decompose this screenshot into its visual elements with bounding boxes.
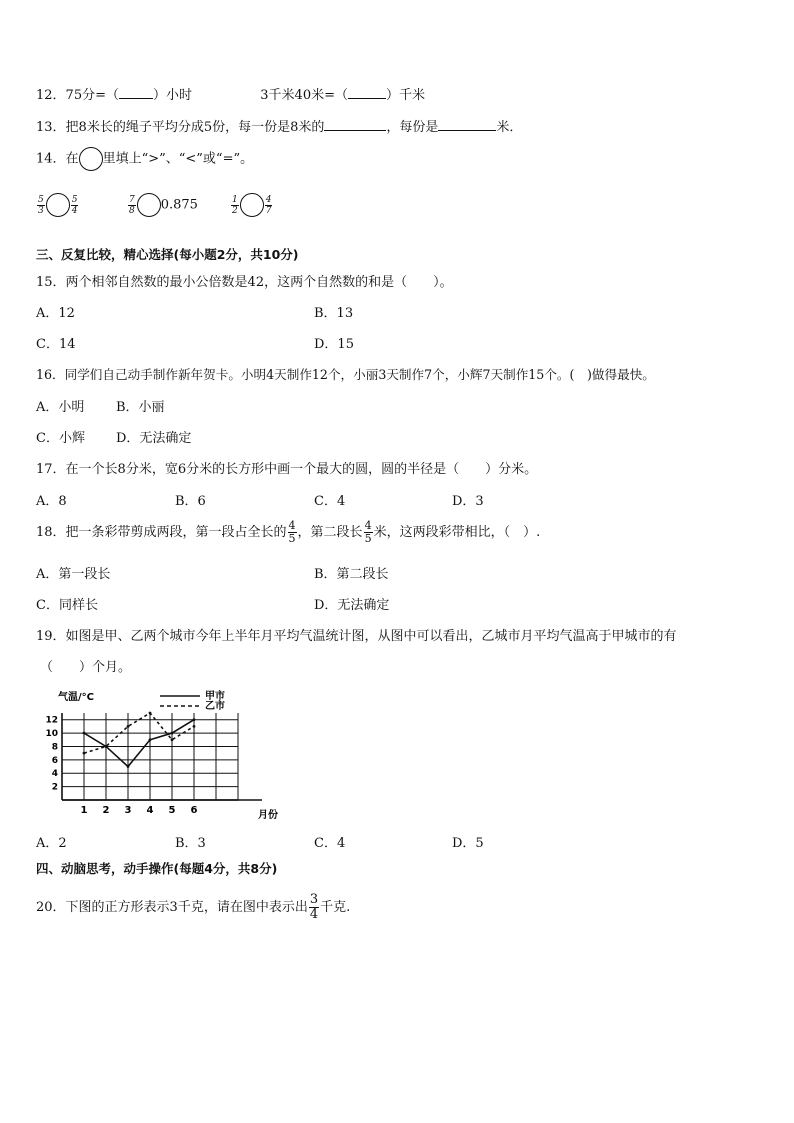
x-tick-label: 2: [102, 805, 110, 816]
series-2-point: [193, 725, 196, 728]
q18-option-a[interactable]: A．第一段长: [36, 567, 111, 582]
x-tick-label: 1: [80, 805, 88, 816]
fraction: $\frac{4}{7}$: [265, 194, 272, 216]
q19-option-d[interactable]: D．5: [452, 836, 484, 851]
q16-stem: 16．同学们自己动手制作新年贺卡。小明4天制作12个，小丽3天制作7个，小辉7天制作15个。( )做得最快。: [36, 367, 655, 382]
section-4-heading: 四、动脑思考，动手操作(每题4分，共8分): [36, 861, 278, 876]
x-tick-label: 3: [124, 805, 132, 816]
q19-stem: 19．如图是甲、乙两个城市今年上半年月平均气温统计图，从图中可以看出，乙城市月平均气温高于甲城市的有: [36, 629, 677, 644]
y-tick-label: 2: [51, 782, 58, 793]
q18-part-a: 18．把一条彩带剪成两段，第一段占全长的: [36, 525, 287, 540]
q13-blank-1[interactable]: [324, 118, 386, 131]
fraction: $\frac{4}{5}$: [288, 519, 296, 545]
series-2-point: [171, 738, 174, 741]
q15-option-c[interactable]: C．14: [36, 337, 76, 352]
series-2-point: [83, 752, 86, 755]
chart-legend: [160, 689, 225, 712]
y-tick-label: 6: [51, 755, 58, 766]
series-2-point: [105, 745, 108, 748]
q13-part-c: 米．: [496, 120, 523, 135]
q19-option-b[interactable]: B．3: [175, 836, 206, 851]
fraction: $\frac{5}{4}$: [71, 194, 78, 216]
y-tick-label: 8: [51, 742, 58, 753]
x-tick-label: 4: [146, 805, 154, 816]
q16-option-b[interactable]: B．小丽: [116, 400, 165, 415]
legend-series-2: 乙市: [205, 701, 225, 712]
compare-circle-2[interactable]: [137, 193, 161, 217]
line-chart-svg: [40, 688, 290, 823]
q14-item-3: [230, 193, 273, 217]
series-2-point: [149, 712, 152, 715]
q14-item-2-right: 0.875: [160, 197, 198, 213]
q15-option-a[interactable]: A．12: [36, 306, 75, 321]
q12-part-a-end: ）小时: [152, 88, 192, 103]
q17-option-d[interactable]: D．3: [452, 494, 484, 509]
fraction: $\frac{5}{3}$: [38, 194, 44, 216]
compare-circle-icon: [79, 147, 103, 171]
q12-blank-2[interactable]: [348, 86, 386, 99]
x-axis-label: 月份: [258, 810, 278, 821]
q15-stem: 15．两个相邻自然数的最小公倍数是42，这两个自然数的和是（ ）。: [36, 275, 453, 290]
x-tick-label: 5: [168, 805, 176, 816]
fraction: $\frac{1}{2}$: [232, 194, 238, 216]
q19-option-c[interactable]: C．4: [314, 836, 346, 851]
x-tick-label: 6: [190, 805, 198, 816]
y-axis-label: 气温/°C: [58, 692, 94, 703]
question-13: [36, 116, 522, 135]
q13-number: 13．: [36, 120, 66, 135]
compare-circle-1[interactable]: [46, 193, 70, 217]
q17-option-c[interactable]: C．4: [314, 494, 346, 509]
legend-series-1: 甲市: [205, 691, 225, 702]
compare-circle-3[interactable]: [240, 193, 264, 217]
q17-stem: 17．在一个长8分米，宽6分米的长方形中画一个最大的圆，圆的半径是（ ）分米。: [36, 462, 538, 477]
temperature-chart: [40, 688, 290, 827]
y-tick-label: 12: [45, 715, 58, 726]
q18-stem: [36, 520, 540, 545]
q12-blank-1[interactable]: [119, 86, 153, 99]
q15-option-d[interactable]: D．15: [314, 337, 354, 352]
fraction: $\frac{7}{8}$: [129, 194, 135, 216]
q12-part-b: 3千米40米=（: [260, 88, 348, 103]
question-12: [36, 84, 425, 103]
q12-number: 12．: [36, 88, 66, 103]
series-1-point: [127, 765, 130, 768]
q18-option-b[interactable]: B．第二段长: [314, 567, 389, 582]
series-1-point: [193, 718, 196, 721]
q20-part-a: 20．下图的正方形表示3千克，请在图中表示出: [36, 900, 308, 915]
q19-stem-2: （ ）个月。: [40, 660, 132, 675]
q18-part-b: ，第二段长: [297, 525, 363, 540]
q15-option-b[interactable]: B．13: [314, 306, 354, 321]
q12-part-a: 75分=（: [65, 88, 119, 103]
y-tick-label: 10: [45, 729, 58, 740]
q19-option-a[interactable]: A．2: [36, 836, 67, 851]
q20-stem: [36, 893, 350, 922]
q17-option-a[interactable]: A．8: [36, 494, 67, 509]
q14-item-2: [127, 193, 198, 217]
q16-option-a[interactable]: A．小明: [36, 400, 85, 415]
q14-item-1: [36, 193, 79, 217]
q14-part-a: 在: [65, 151, 79, 167]
q18-option-c[interactable]: C．同样长: [36, 598, 98, 613]
fraction: $\frac{4}{5}$: [364, 519, 372, 545]
series-2-point: [127, 725, 130, 728]
q18-option-d[interactable]: D．无法确定: [314, 598, 390, 613]
section-3-heading: 三、反复比较，精心选择(每小题2分，共10分): [36, 247, 299, 262]
q17-option-b[interactable]: B．6: [175, 494, 206, 509]
fraction: $\frac{3}{4}$: [309, 892, 319, 922]
q18-part-c: 米，这两段彩带相比，（ ）.: [373, 525, 541, 540]
q20-part-b: 千克.: [320, 900, 351, 915]
q13-part-b: ，每份是: [386, 120, 439, 135]
q16-option-c[interactable]: C．小辉: [36, 431, 85, 446]
y-tick-label: 4: [51, 769, 58, 780]
question-14: [36, 147, 253, 171]
series-1-point: [83, 732, 86, 735]
q13-part-a: 把8米长的绳子平均分成5份，每一份是8米的: [65, 120, 325, 135]
series-1-point: [171, 732, 174, 735]
q16-option-d[interactable]: D．无法确定: [116, 431, 192, 446]
q12-part-b-end: ）千米: [386, 88, 426, 103]
q13-blank-2[interactable]: [438, 118, 496, 131]
series-1-point: [149, 738, 152, 741]
q14-part-b: 里填上“>”、“<”或“=”。: [102, 151, 254, 167]
q14-number: 14．: [36, 151, 66, 167]
